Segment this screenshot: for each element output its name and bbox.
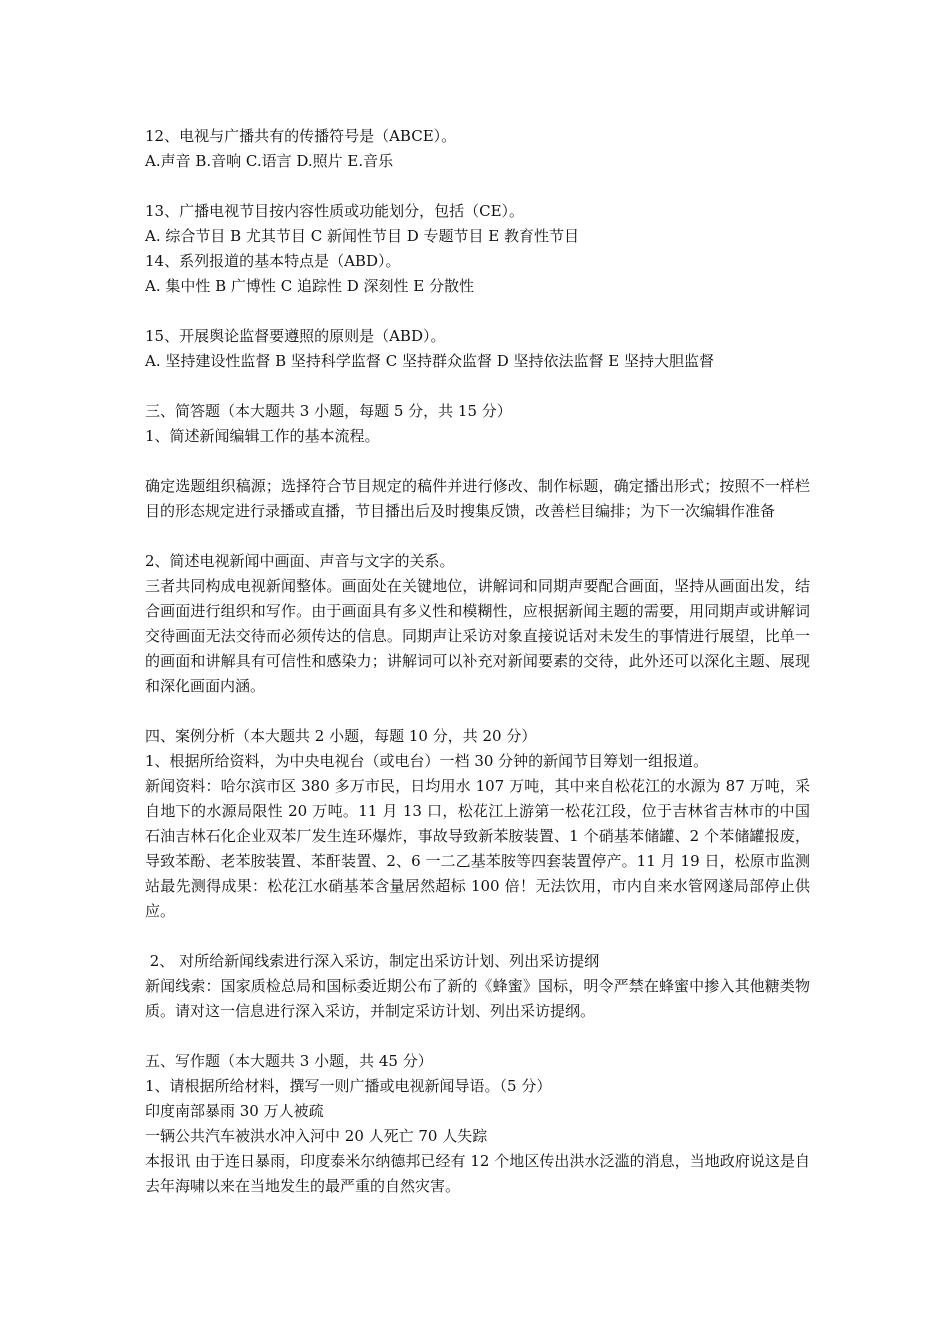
news-body: 本报讯 由于连日暴雨，印度泰米尔纳德邦已经有 12 个地区传出洪水泛滥的消息，当地政府说这是自去年海啸以来在当地发生的最严重的自然灾害。: [145, 1152, 810, 1195]
q14-options: A. 集中性 B 广博性 C 追踪性 D 深刻性 E 分散性: [145, 277, 474, 295]
q14-question: 14、系列报道的基本特点是（ABD）。: [145, 252, 401, 270]
news-title-1: 印度南部暴雨 30 万人被疏: [145, 1102, 324, 1120]
spacer: [145, 1024, 810, 1049]
section3-a2: 三者共同构成电视新闻整体。画面处在关键地位，讲解词和同期声要配合画面，坚持从画面出发，结合画面进行组织和写作。由于画面具有多义性和模糊性，应根据新闻主题的需要，用同期声或讲解词交待画面无法交待而必须传达的信息。同期声让采访对象直接说话对未发生的事情进行展望，比单一的画面和讲解具有可信性和感染力；讲解词可以补充对新闻要素的交待，此外还可以深化主题、展现和深化画面内涵。: [145, 577, 810, 695]
q12-question: 12、电视与广播共有的传播符号是（ABCE）。: [145, 127, 457, 145]
q12-options: A.声音 B.音响 C.语言 D.照片 E.音乐: [145, 152, 394, 170]
section4-q2: 2、 对所给新闻线索进行深入采访，制定出采访计划、列出采访提纲: [145, 952, 600, 970]
spacer: [145, 924, 810, 949]
section3-a1: 确定选题组织稿源；选择符合节目规定的稿件并进行修改、制作标题，确定播出形式；按照不一样栏目的形态规定进行录播或直播，节目播出后及时搜集反馈，改善栏目编排；为下一次编辑作准备: [145, 477, 810, 520]
spacer: [145, 174, 810, 199]
spacer: [145, 524, 810, 549]
q13-options: A. 综合节目 B 尤其节目 C 新闻性节目 D 专题节目 E 教育性节目: [145, 227, 579, 245]
spacer: [145, 699, 810, 724]
q15-options: A. 坚持建设性监督 B 坚持科学监督 C 坚持群众监督 D 坚持依法监督 E 坚持大胆监督: [145, 352, 714, 370]
q13-question: 13、广播电视节目按内容性质或功能划分，包括（CE）。: [145, 202, 525, 220]
spacer: [145, 299, 810, 324]
q15-question: 15、开展舆论监督要遵照的原则是（ABD）。: [145, 327, 446, 345]
section4-heading: 四、案例分析（本大题共 2 小题，每题 10 分，共 20 分）: [145, 727, 537, 745]
section4-q1: 1、根据所给资料，为中央电视台（或电台）一档 30 分钟的新闻节目筹划一组报道。: [145, 752, 709, 770]
section3-q2: 2、简述电视新闻中画面、声音与文字的关系。: [145, 552, 455, 570]
section5-q1: 1、请根据所给材料，撰写一则广播或电视新闻导语。（5 分）: [145, 1077, 552, 1095]
section4-material1: 新闻资料：哈尔滨市区 380 多万市民，日均用水 107 万吨，其中来自松花江的水源为 87 万吨，采自地下的水源局限性 20 万吨。11 月 13 口，松花江上游第一松花江段，位于吉林省吉林市的中国石油吉林石化企业双苯厂发生连环爆炸，事故导致新苯胺装置、1 个硝基苯储罐、2 个苯储罐报废，导致苯酚、老苯胺装置、苯酐装置、2、6 一二乙基苯胺等四套装置停产。11 月 19 日，松原市监测站最先测得成果：松花江水硝基苯含量居然超标 100 倍！无法饮用，市内自来水管网遂局部停止供应。: [145, 777, 810, 920]
spacer: [145, 449, 810, 474]
section5-heading: 五、写作题（本大题共 3 小题，共 45 分）: [145, 1052, 433, 1070]
section3-heading: 三、简答题（本大题共 3 小题，每题 5 分，共 15 分）: [145, 402, 512, 420]
section4-material2: 新闻线索：国家质检总局和国标委近期公布了新的《蜂蜜》国标，明令严禁在蜂蜜中掺入其他糖类物质。请对这一信息进行深入采访，并制定采访计划、列出采访提纲。: [145, 977, 810, 1020]
document-page: [145, 124, 810, 1199]
section3-q1: 1、简述新闻编辑工作的基本流程。: [145, 427, 380, 445]
news-title-2: 一辆公共汽车被洪水冲入河中 20 人死亡 70 人失踪: [145, 1127, 488, 1145]
spacer: [145, 374, 810, 399]
